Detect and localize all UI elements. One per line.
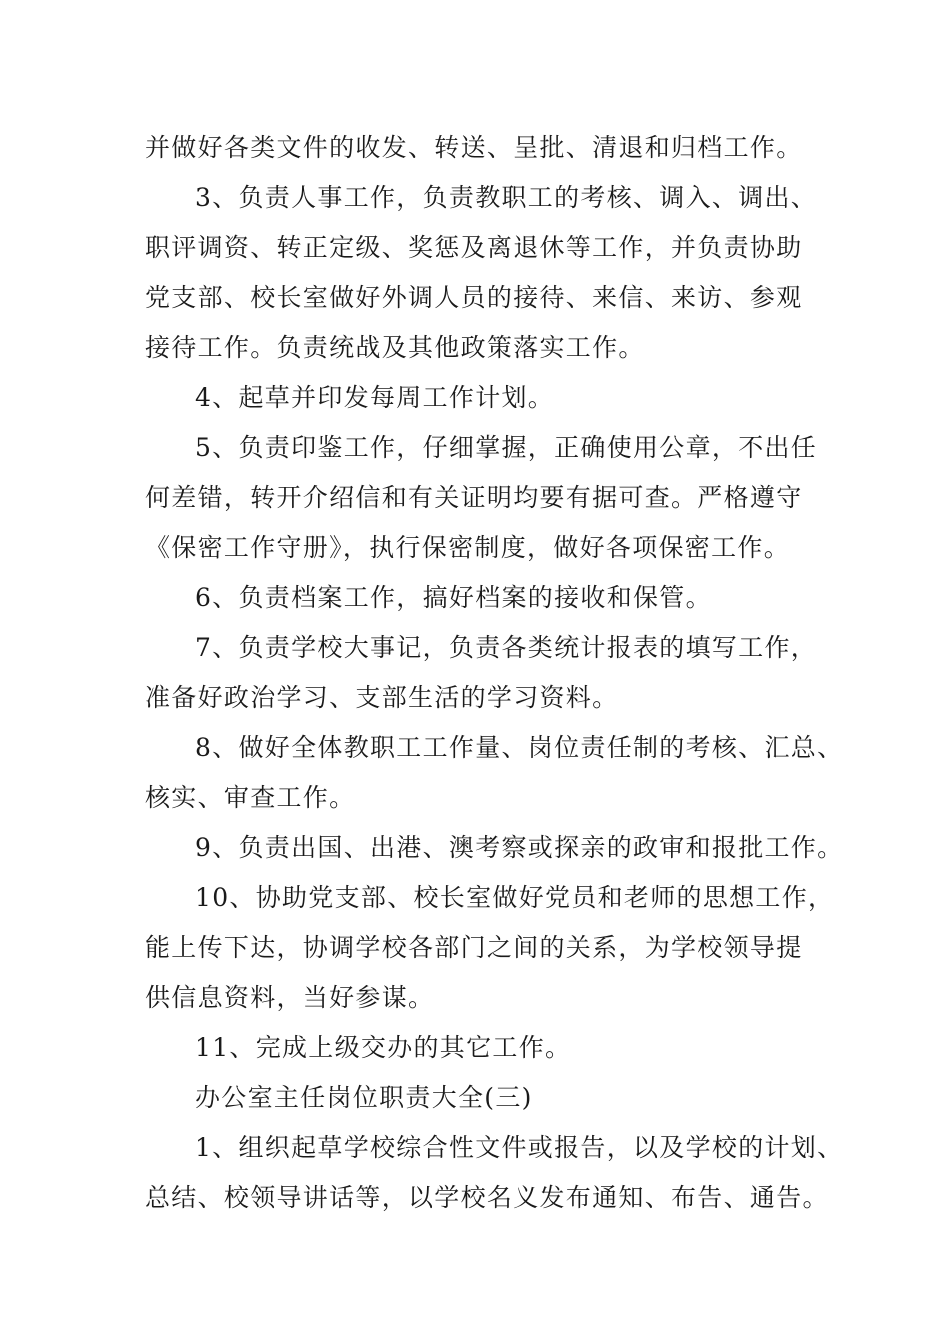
section-heading: 办公室主任岗位职责大全(三) bbox=[195, 1083, 533, 1112]
text-line: 党支部、校长室做好外调人员的接待、来信、来访、参观 bbox=[145, 283, 803, 312]
text-line: 8、做好全体教职工工作量、岗位责任制的考核、汇总、 bbox=[195, 733, 844, 762]
text-line: 5、负责印鉴工作，仔细掌握，正确使用公章，不出任 bbox=[195, 433, 818, 462]
text-line: 6、负责档案工作，搞好档案的接收和保管。 bbox=[195, 583, 712, 612]
text-line: 总结、校领导讲话等，以学校名义发布通知、布告、通告。 bbox=[145, 1183, 829, 1212]
text-line: 9、负责出国、出港、澳考察或探亲的政审和报批工作。 bbox=[195, 833, 844, 862]
text-line: 能上传下达，协调学校各部门之间的关系，为学校领导提 bbox=[145, 933, 803, 962]
text-line: 11、完成上级交办的其它工作。 bbox=[195, 1033, 572, 1062]
text-line: 准备好政治学习、支部生活的学习资料。 bbox=[145, 683, 619, 712]
text-line: 职评调资、转正定级、奖惩及离退休等工作，并负责协助 bbox=[145, 233, 803, 262]
text-line: 4、起草并印发每周工作计划。 bbox=[195, 383, 555, 412]
text-line: 接待工作。负责统战及其他政策落实工作。 bbox=[145, 333, 645, 362]
text-line: 7、负责学校大事记，负责各类统计报表的填写工作， bbox=[195, 633, 818, 662]
text-line: 1、组织起草学校综合性文件或报告，以及学校的计划、 bbox=[195, 1133, 844, 1162]
text-line: 核实、审查工作。 bbox=[145, 783, 356, 812]
text-line: 并做好各类文件的收发、转送、呈批、清退和归档工作。 bbox=[145, 133, 803, 162]
text-line: 10、协助党支部、校长室做好党员和老师的思想工作， bbox=[195, 883, 835, 912]
text-line: 供信息资料，当好参谋。 bbox=[145, 983, 435, 1012]
text-line: 3、负责人事工作，负责教职工的考核、调入、调出、 bbox=[195, 183, 818, 212]
text-line: 何差错，转开介绍信和有关证明均要有据可查。严格遵守 bbox=[145, 483, 803, 512]
text-line: 《保密工作守册》，执行保密制度，做好各项保密工作。 bbox=[145, 533, 791, 562]
